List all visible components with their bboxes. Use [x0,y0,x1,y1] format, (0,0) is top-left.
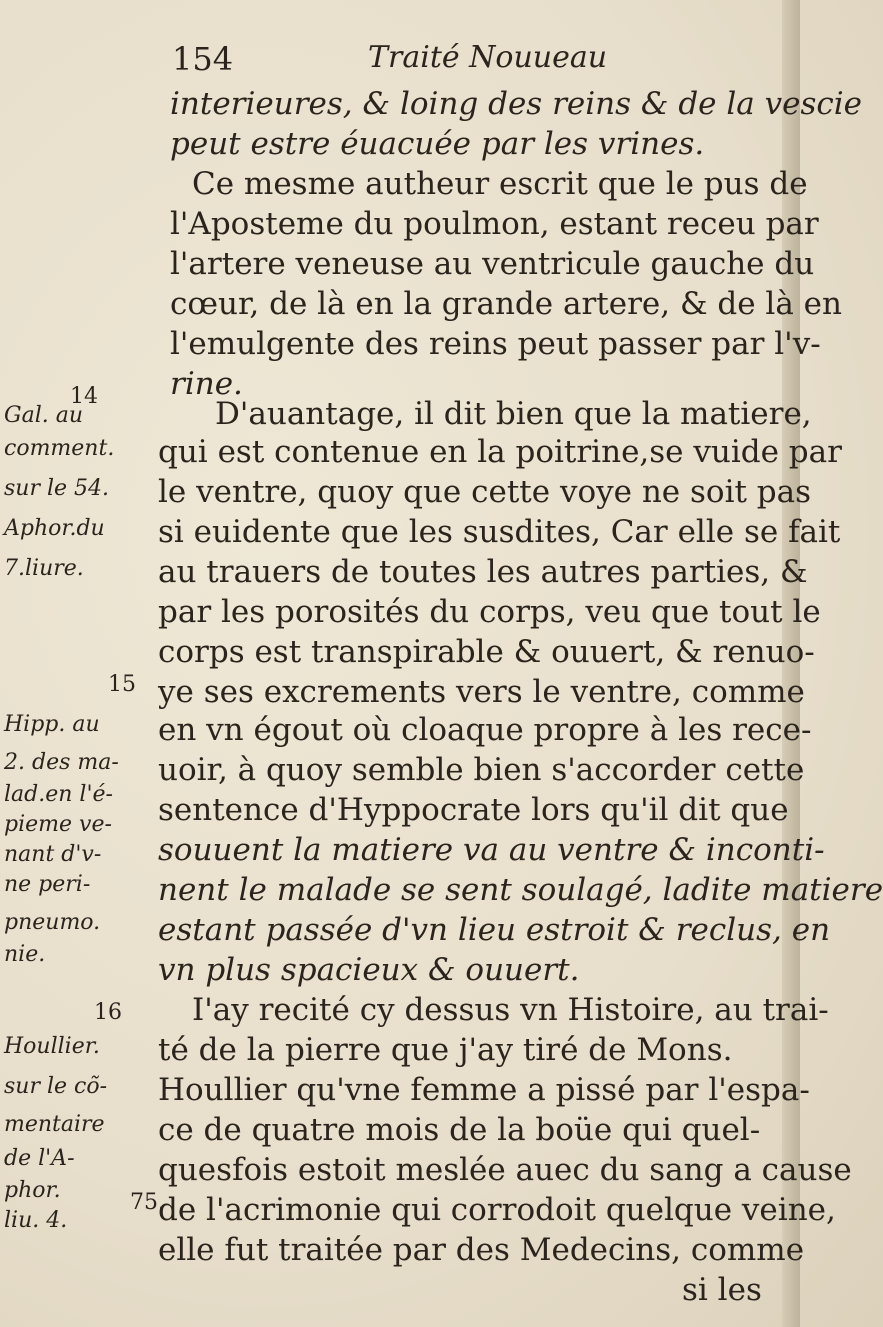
text-line: ce de quatre mois de la boüe qui quel- [158,1112,761,1148]
margin-line: sur le 54. [4,476,110,501]
margin-line: lad.en l'é- [4,782,113,807]
text-line: si les [682,1272,762,1308]
text-line: le ventre, quoy que cette voye ne soit pas [158,474,812,510]
note-number: 16 [94,1000,122,1025]
text-line: uoir, à quoy semble bien s'accorder cette [158,752,805,788]
text-line: sentence d'Hyppocrate lors qu'il dit que [158,792,789,828]
text-line: en vn égout où cloaque propre à les rece- [158,712,812,748]
text-line: qui est contenue en la poitrine,se vuide par [158,434,842,470]
text-line: de l'acrimonie qui corrodoit quelque veine, [158,1192,836,1228]
text-line: au trauers de toutes les autres parties, & [158,554,808,590]
text-line: nent le malade se sent soulagé, ladite matiere [158,872,883,908]
running-title: Traité Nouueau [368,40,608,75]
text-line: vn plus spacieux & ouuert. [158,952,580,988]
text-line: rine. [170,366,243,402]
text-line: estant passée d'vn lieu estroit & reclus, en [158,912,831,948]
margin-line: Aphor.du [4,516,105,541]
margin-line: de l'A- [4,1146,75,1171]
margin-line: liu. 4. [4,1208,68,1233]
text-line: D'auantage, il dit bien que la matiere, [215,396,812,432]
note-number: 75. [130,1190,165,1215]
page-header [168,40,768,80]
text-line: corps est transpirable & ouuert, & renuo- [158,634,815,670]
margin-line: nant d'v- [4,842,102,867]
margin-line: 7.liure. [4,556,84,581]
text-line: si euidente que les susdites, Car elle se fait [158,514,841,550]
margin-line: Houllier. [4,1034,100,1059]
text-line: interieures, & loing des reins & de la vescie [170,86,863,122]
margin-line: pieme ve- [4,812,112,837]
margin-line: Hipp. au [4,712,100,737]
text-line: quesfois estoit meslée auec du sang a cause [158,1152,852,1188]
margin-line: mentaire [4,1112,105,1137]
text-line: l'emulgente des reins peut passer par l'v- [170,326,821,362]
text-line: ye ses excrements vers le ventre, comme [158,674,805,710]
text-line: I'ay recité cy dessus vn Histoire, au trai- [192,992,829,1028]
margin-line: sur le cõ- [4,1074,108,1099]
text-line: l'Aposteme du poulmon, estant receu par [170,206,819,242]
margin-line: comment. [4,436,115,461]
page-number: 154 [172,40,234,78]
note-number: 14 [70,384,98,409]
margin-line: Gal. au [4,403,83,428]
text-line: souuent la matiere va au ventre & inconti- [158,832,825,868]
margin-line: phor. [4,1178,61,1203]
text-line: par les porosités du corps, veu que tout le [158,594,821,630]
text-line: elle fut traitée par des Medecins, comme [158,1232,805,1268]
text-line: cœur, de là en la grande artere, & de là en [170,286,842,322]
margin-line: 2. des ma- [4,750,119,775]
text-line: l'artere veneuse au ventricule gauche du [170,246,815,282]
margin-line: ne peri- [4,872,91,897]
text-line: Houllier qu'vne femme a pissé par l'espa- [158,1072,810,1108]
text-line: peut estre éuacuée par les vrines. [170,126,705,162]
margin-line: pneumo. [4,910,101,935]
text-line: Ce mesme autheur escrit que le pus de [192,166,808,202]
note-number: 15 [108,672,136,697]
text-line: té de la pierre que j'ay tiré de Mons. [158,1032,733,1068]
margin-line: nie. [4,942,46,967]
